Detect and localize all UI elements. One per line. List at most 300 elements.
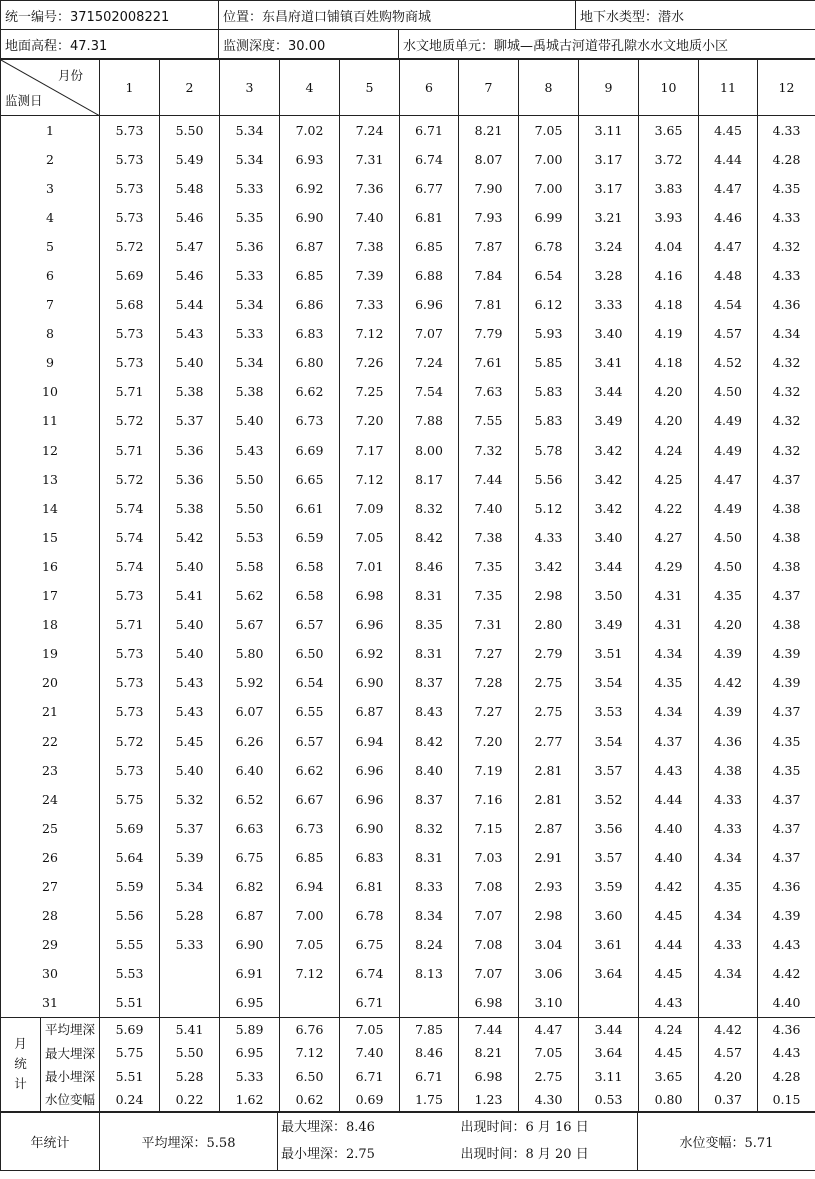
depth-value: 4.34 [758,319,815,348]
day-row [1,465,815,494]
depth-value: 4.34 [699,901,758,930]
depth-value: 5.47 [160,232,220,261]
depth-value: 4.16 [639,261,699,290]
depth-value: 4.40 [639,843,699,872]
depth-value: 3.40 [579,523,639,552]
depth-value: 2.98 [519,901,579,930]
depth-value: 5.72 [100,465,160,494]
stat-value: 7.05 [519,1041,579,1065]
depth-value: 4.44 [699,145,758,174]
depth-value: 4.33 [699,930,758,959]
depth-value: 7.24 [340,116,400,145]
depth-value: 5.73 [100,639,160,668]
depth-value: 7.31 [459,610,519,639]
stat-value: 4.30 [519,1088,579,1112]
depth-value: 5.74 [100,494,160,523]
depth-value: 5.43 [220,436,280,465]
depth-value: 7.90 [459,174,519,203]
day-number: 24 [1,785,100,814]
depth-value: 5.83 [519,406,579,435]
depth-value: 2.79 [519,639,579,668]
depth-value: 4.29 [639,552,699,581]
depth-value: 5.28 [160,901,220,930]
depth-value: 4.49 [699,494,758,523]
day-row [1,872,815,901]
depth-value: 6.61 [280,494,340,523]
depth-value: 4.39 [758,639,815,668]
day-row [1,552,815,581]
depth-value: 5.73 [100,116,160,145]
depth-value: 4.24 [639,436,699,465]
depth-value: 4.52 [699,348,758,377]
day-row [1,901,815,930]
monthly-stat-row [1,1017,815,1041]
depth-value: 6.73 [280,406,340,435]
depth-value: 3.72 [639,145,699,174]
depth-value: 4.37 [639,726,699,755]
depth-value: 6.96 [340,785,400,814]
day-row [1,174,815,203]
day-row [1,581,815,610]
depth-value: 6.26 [220,726,280,755]
depth-value: 6.74 [340,959,400,988]
depth-value: 5.38 [160,494,220,523]
depth-value: 2.75 [519,668,579,697]
depth-value: 4.42 [699,668,758,697]
depth-value: 8.33 [400,872,459,901]
depth-value [280,988,340,1017]
day-row [1,756,815,785]
depth-value: 5.73 [100,348,160,377]
depth-value: 6.86 [280,290,340,319]
depth-value: 5.42 [160,523,220,552]
stat-value: 0.53 [579,1088,639,1112]
depth-value: 6.94 [340,726,400,755]
depth-value: 4.36 [758,872,815,901]
depth-value: 6.96 [400,290,459,319]
depth-value: 5.68 [100,290,160,319]
depth-value: 5.58 [220,552,280,581]
depth-value: 5.34 [220,290,280,319]
day-row [1,290,815,319]
stat-value: 4.43 [758,1041,815,1065]
yearly-range: 水位变幅：5.71 [638,1112,815,1170]
depth-value: 3.42 [579,465,639,494]
depth-value: 3.42 [579,436,639,465]
depth-value: 6.91 [220,959,280,988]
day-row [1,203,815,232]
yearly-stats-row [1,1112,815,1170]
depth-value: 5.73 [100,174,160,203]
depth-value: 5.53 [100,959,160,988]
depth-value: 5.71 [100,610,160,639]
day-number: 13 [1,465,100,494]
depth-value: 7.28 [459,668,519,697]
depth-value: 7.19 [459,756,519,785]
stat-value: 4.57 [699,1041,758,1065]
depth-value: 5.40 [160,756,220,785]
stat-value: 6.98 [459,1064,519,1088]
depth-value: 5.93 [519,319,579,348]
day-number: 27 [1,872,100,901]
depth-value: 7.38 [459,523,519,552]
depth-value: 6.80 [280,348,340,377]
depth-value: 4.50 [699,552,758,581]
depth-value: 4.39 [699,697,758,726]
depth-value: 7.05 [519,116,579,145]
depth-value: 4.42 [758,959,815,988]
depth-value: 5.74 [100,552,160,581]
depth-value: 7.36 [340,174,400,203]
depth-value: 8.17 [400,465,459,494]
station-info-table [0,0,815,59]
depth-value: 5.56 [519,465,579,494]
stat-value: 5.33 [220,1064,280,1088]
depth-value: 5.33 [160,930,220,959]
depth-value: 6.65 [280,465,340,494]
depth-value: 7.05 [280,930,340,959]
depth-value: 7.12 [340,465,400,494]
depth-value: 4.39 [758,901,815,930]
depth-value: 6.85 [280,843,340,872]
station-id-value: 371502008221 [70,9,170,25]
month-header: 12 [758,60,815,116]
depth-value: 6.93 [280,145,340,174]
depth-value: 4.35 [699,581,758,610]
depth-value: 4.33 [758,261,815,290]
station-id-label: 统一编号： [5,9,71,25]
day-number: 2 [1,145,100,174]
depth-value: 7.40 [459,494,519,523]
depth-value: 7.27 [459,639,519,668]
depth-value: 6.62 [280,756,340,785]
day-number: 17 [1,581,100,610]
depth-value: 4.48 [699,261,758,290]
stat-value: 6.76 [280,1017,340,1041]
day-row [1,319,815,348]
depth-value: 4.32 [758,406,815,435]
depth-value: 5.40 [160,552,220,581]
depth-value: 7.33 [340,290,400,319]
day-row [1,697,815,726]
depth-value: 6.54 [519,261,579,290]
depth-value: 2.80 [519,610,579,639]
day-number: 7 [1,290,100,319]
depth-value: 3.60 [579,901,639,930]
depth-value: 6.40 [220,756,280,785]
depth-value: 7.40 [340,203,400,232]
day-row [1,785,815,814]
depth-value: 4.44 [639,930,699,959]
depth-value: 6.55 [280,697,340,726]
month-header: 7 [459,60,519,116]
stat-value: 4.28 [758,1064,815,1088]
ground-elevation-cell [1,30,219,59]
depth-value: 5.34 [220,348,280,377]
depth-value: 5.69 [100,261,160,290]
depth-value: 7.61 [459,348,519,377]
depth-value: 4.37 [758,581,815,610]
day-row [1,436,815,465]
depth-value: 6.81 [340,872,400,901]
depth-value: 6.62 [280,377,340,406]
depth-value: 8.00 [400,436,459,465]
depth-value: 2.91 [519,843,579,872]
depth-value: 6.90 [280,203,340,232]
groundwater-type-cell [576,1,815,30]
stat-value: 2.75 [519,1064,579,1088]
depth-value: 4.25 [639,465,699,494]
day-row [1,639,815,668]
day-number: 25 [1,814,100,843]
monthly-stat-row [1,1041,815,1065]
ground-elevation-value: 47.31 [70,38,108,54]
depth-value: 4.37 [758,785,815,814]
depth-value: 4.47 [699,174,758,203]
day-row [1,814,815,843]
depth-value: 7.35 [459,581,519,610]
depth-value: 3.49 [579,406,639,435]
depth-value: 3.49 [579,610,639,639]
depth-value: 4.35 [758,756,815,785]
depth-value: 3.41 [579,348,639,377]
day-row [1,116,815,145]
monthly-stats-label-char: 计 [14,1076,27,1092]
depth-value: 7.27 [459,697,519,726]
depth-value: 5.80 [220,639,280,668]
monthly-stat-row [1,1088,815,1112]
depth-value: 4.38 [758,523,815,552]
day-number: 9 [1,348,100,377]
day-number: 1 [1,116,100,145]
depth-value [160,959,220,988]
depth-value: 4.22 [639,494,699,523]
depth-value: 7.00 [280,901,340,930]
depth-value: 5.38 [160,377,220,406]
depth-value: 4.33 [519,523,579,552]
depth-value: 2.77 [519,726,579,755]
depth-value: 6.94 [280,872,340,901]
depth-value: 4.40 [758,988,815,1017]
depth-value: 6.98 [340,581,400,610]
stat-value: 5.28 [160,1064,220,1088]
depth-value: 6.96 [340,610,400,639]
day-number: 15 [1,523,100,552]
stat-value: 5.50 [160,1041,220,1065]
depth-value: 4.36 [758,290,815,319]
depth-value: 6.07 [220,697,280,726]
month-header: 9 [579,60,639,116]
depth-value: 5.78 [519,436,579,465]
day-row [1,988,815,1017]
depth-value: 3.54 [579,668,639,697]
hydro-unit-label: 水文地质单元： [403,38,495,54]
depth-value: 3.64 [579,959,639,988]
depth-value: 5.75 [100,785,160,814]
stat-value: 8.46 [400,1041,459,1065]
depth-value: 7.07 [459,959,519,988]
depth-value: 6.87 [220,901,280,930]
depth-value: 7.20 [340,406,400,435]
depth-value: 5.40 [160,610,220,639]
depth-value: 5.53 [220,523,280,552]
yearly-max-time: 出现时间：6 月 16 日 [460,1120,589,1136]
depth-value: 6.74 [400,145,459,174]
depth-value: 7.79 [459,319,519,348]
stat-value: 7.05 [340,1017,400,1041]
monitor-depth-cell [219,30,399,59]
day-number: 26 [1,843,100,872]
stat-value: 4.24 [639,1017,699,1041]
depth-value: 7.00 [519,145,579,174]
day-number: 16 [1,552,100,581]
depth-value: 2.75 [519,697,579,726]
station-id-cell [1,1,219,30]
groundwater-type-label: 地下水类型： [580,9,659,25]
stat-value: 4.36 [758,1017,815,1041]
corner-header [1,60,100,116]
depth-value: 5.67 [220,610,280,639]
depth-value: 6.75 [220,843,280,872]
stat-value: 5.75 [100,1041,160,1065]
depth-value: 4.49 [699,406,758,435]
depth-value: 4.33 [758,203,815,232]
depth-value: 7.24 [400,348,459,377]
depth-value: 4.47 [699,232,758,261]
day-number: 28 [1,901,100,930]
depth-value: 7.38 [340,232,400,261]
depth-value: 5.36 [220,232,280,261]
depth-value: 8.42 [400,726,459,755]
depth-value: 4.38 [758,494,815,523]
depth-value: 3.57 [579,756,639,785]
day-number: 4 [1,203,100,232]
depth-value: 7.12 [340,319,400,348]
depth-value: 7.03 [459,843,519,872]
depth-value: 3.83 [639,174,699,203]
monthly-stats-label-char: 统 [14,1056,27,1072]
day-row [1,348,815,377]
depth-value: 6.87 [280,232,340,261]
stat-value: 1.23 [459,1088,519,1112]
depth-value: 8.31 [400,843,459,872]
depth-value: 5.48 [160,174,220,203]
depth-value: 3.06 [519,959,579,988]
day-row [1,406,815,435]
depth-value: 4.49 [699,436,758,465]
depth-value: 5.85 [519,348,579,377]
month-header: 2 [160,60,220,116]
day-number: 21 [1,697,100,726]
depth-value: 5.33 [220,174,280,203]
ground-elevation-label: 地面高程： [5,38,71,54]
depth-value: 5.43 [160,319,220,348]
day-row [1,232,815,261]
depth-value: 7.93 [459,203,519,232]
depth-value: 5.40 [160,639,220,668]
depth-value: 4.37 [758,843,815,872]
stat-value: 5.69 [100,1017,160,1041]
depth-value: 4.31 [639,581,699,610]
day-number: 6 [1,261,100,290]
day-row [1,668,815,697]
location-value: 东昌府道口铺镇百姓购物商城 [262,9,432,25]
monitor-depth-label: 监测深度： [223,38,289,54]
depth-value: 7.01 [340,552,400,581]
depth-value: 5.83 [519,377,579,406]
depth-value: 7.25 [340,377,400,406]
depth-value: 4.33 [699,814,758,843]
depth-value: 3.04 [519,930,579,959]
depth-value: 4.33 [758,116,815,145]
depth-value: 6.78 [340,901,400,930]
depth-value: 3.51 [579,639,639,668]
stat-value: 7.40 [340,1041,400,1065]
depth-value: 7.12 [280,959,340,988]
depth-value: 7.20 [459,726,519,755]
depth-value: 4.35 [699,872,758,901]
depth-value: 3.61 [579,930,639,959]
depth-value: 4.40 [639,814,699,843]
depth-value: 4.32 [758,348,815,377]
depth-value: 6.52 [220,785,280,814]
depth-value [400,988,459,1017]
depth-value: 4.31 [639,610,699,639]
depth-value: 6.85 [400,232,459,261]
day-number: 14 [1,494,100,523]
yearly-min-depth: 最小埋深：2.75 [281,1147,375,1163]
day-number: 3 [1,174,100,203]
depth-value: 4.43 [758,930,815,959]
depth-value: 3.44 [579,377,639,406]
depth-value: 8.31 [400,581,459,610]
depth-value: 4.57 [699,319,758,348]
depth-value: 7.54 [400,377,459,406]
depth-value: 3.40 [579,319,639,348]
depth-value: 4.42 [639,872,699,901]
depth-value: 8.34 [400,901,459,930]
depth-value: 4.38 [758,552,815,581]
day-number: 11 [1,406,100,435]
depth-value: 5.38 [220,377,280,406]
depth-value: 3.21 [579,203,639,232]
monthly-stats-label [1,1017,41,1111]
depth-value: 5.34 [220,116,280,145]
day-number: 22 [1,726,100,755]
depth-value: 5.73 [100,581,160,610]
hydro-unit-value: 聊城—禹城古河道带孔隙水水文地质小区 [494,38,729,54]
depth-value: 8.37 [400,668,459,697]
depth-value: 6.99 [519,203,579,232]
stat-value: 4.45 [639,1041,699,1065]
depth-value: 5.69 [100,814,160,843]
month-header: 6 [400,60,459,116]
depth-value: 5.41 [160,581,220,610]
depth-value: 6.90 [220,930,280,959]
day-row [1,610,815,639]
depth-value: 4.20 [639,377,699,406]
stat-value: 0.15 [758,1088,815,1112]
hydro-unit-cell [399,30,815,59]
location-cell [219,1,576,30]
stat-value: 3.44 [579,1017,639,1041]
depth-value: 4.28 [758,145,815,174]
depth-value: 5.32 [160,785,220,814]
depth-value: 7.15 [459,814,519,843]
depth-value: 3.93 [639,203,699,232]
depth-value: 5.62 [220,581,280,610]
day-row [1,843,815,872]
